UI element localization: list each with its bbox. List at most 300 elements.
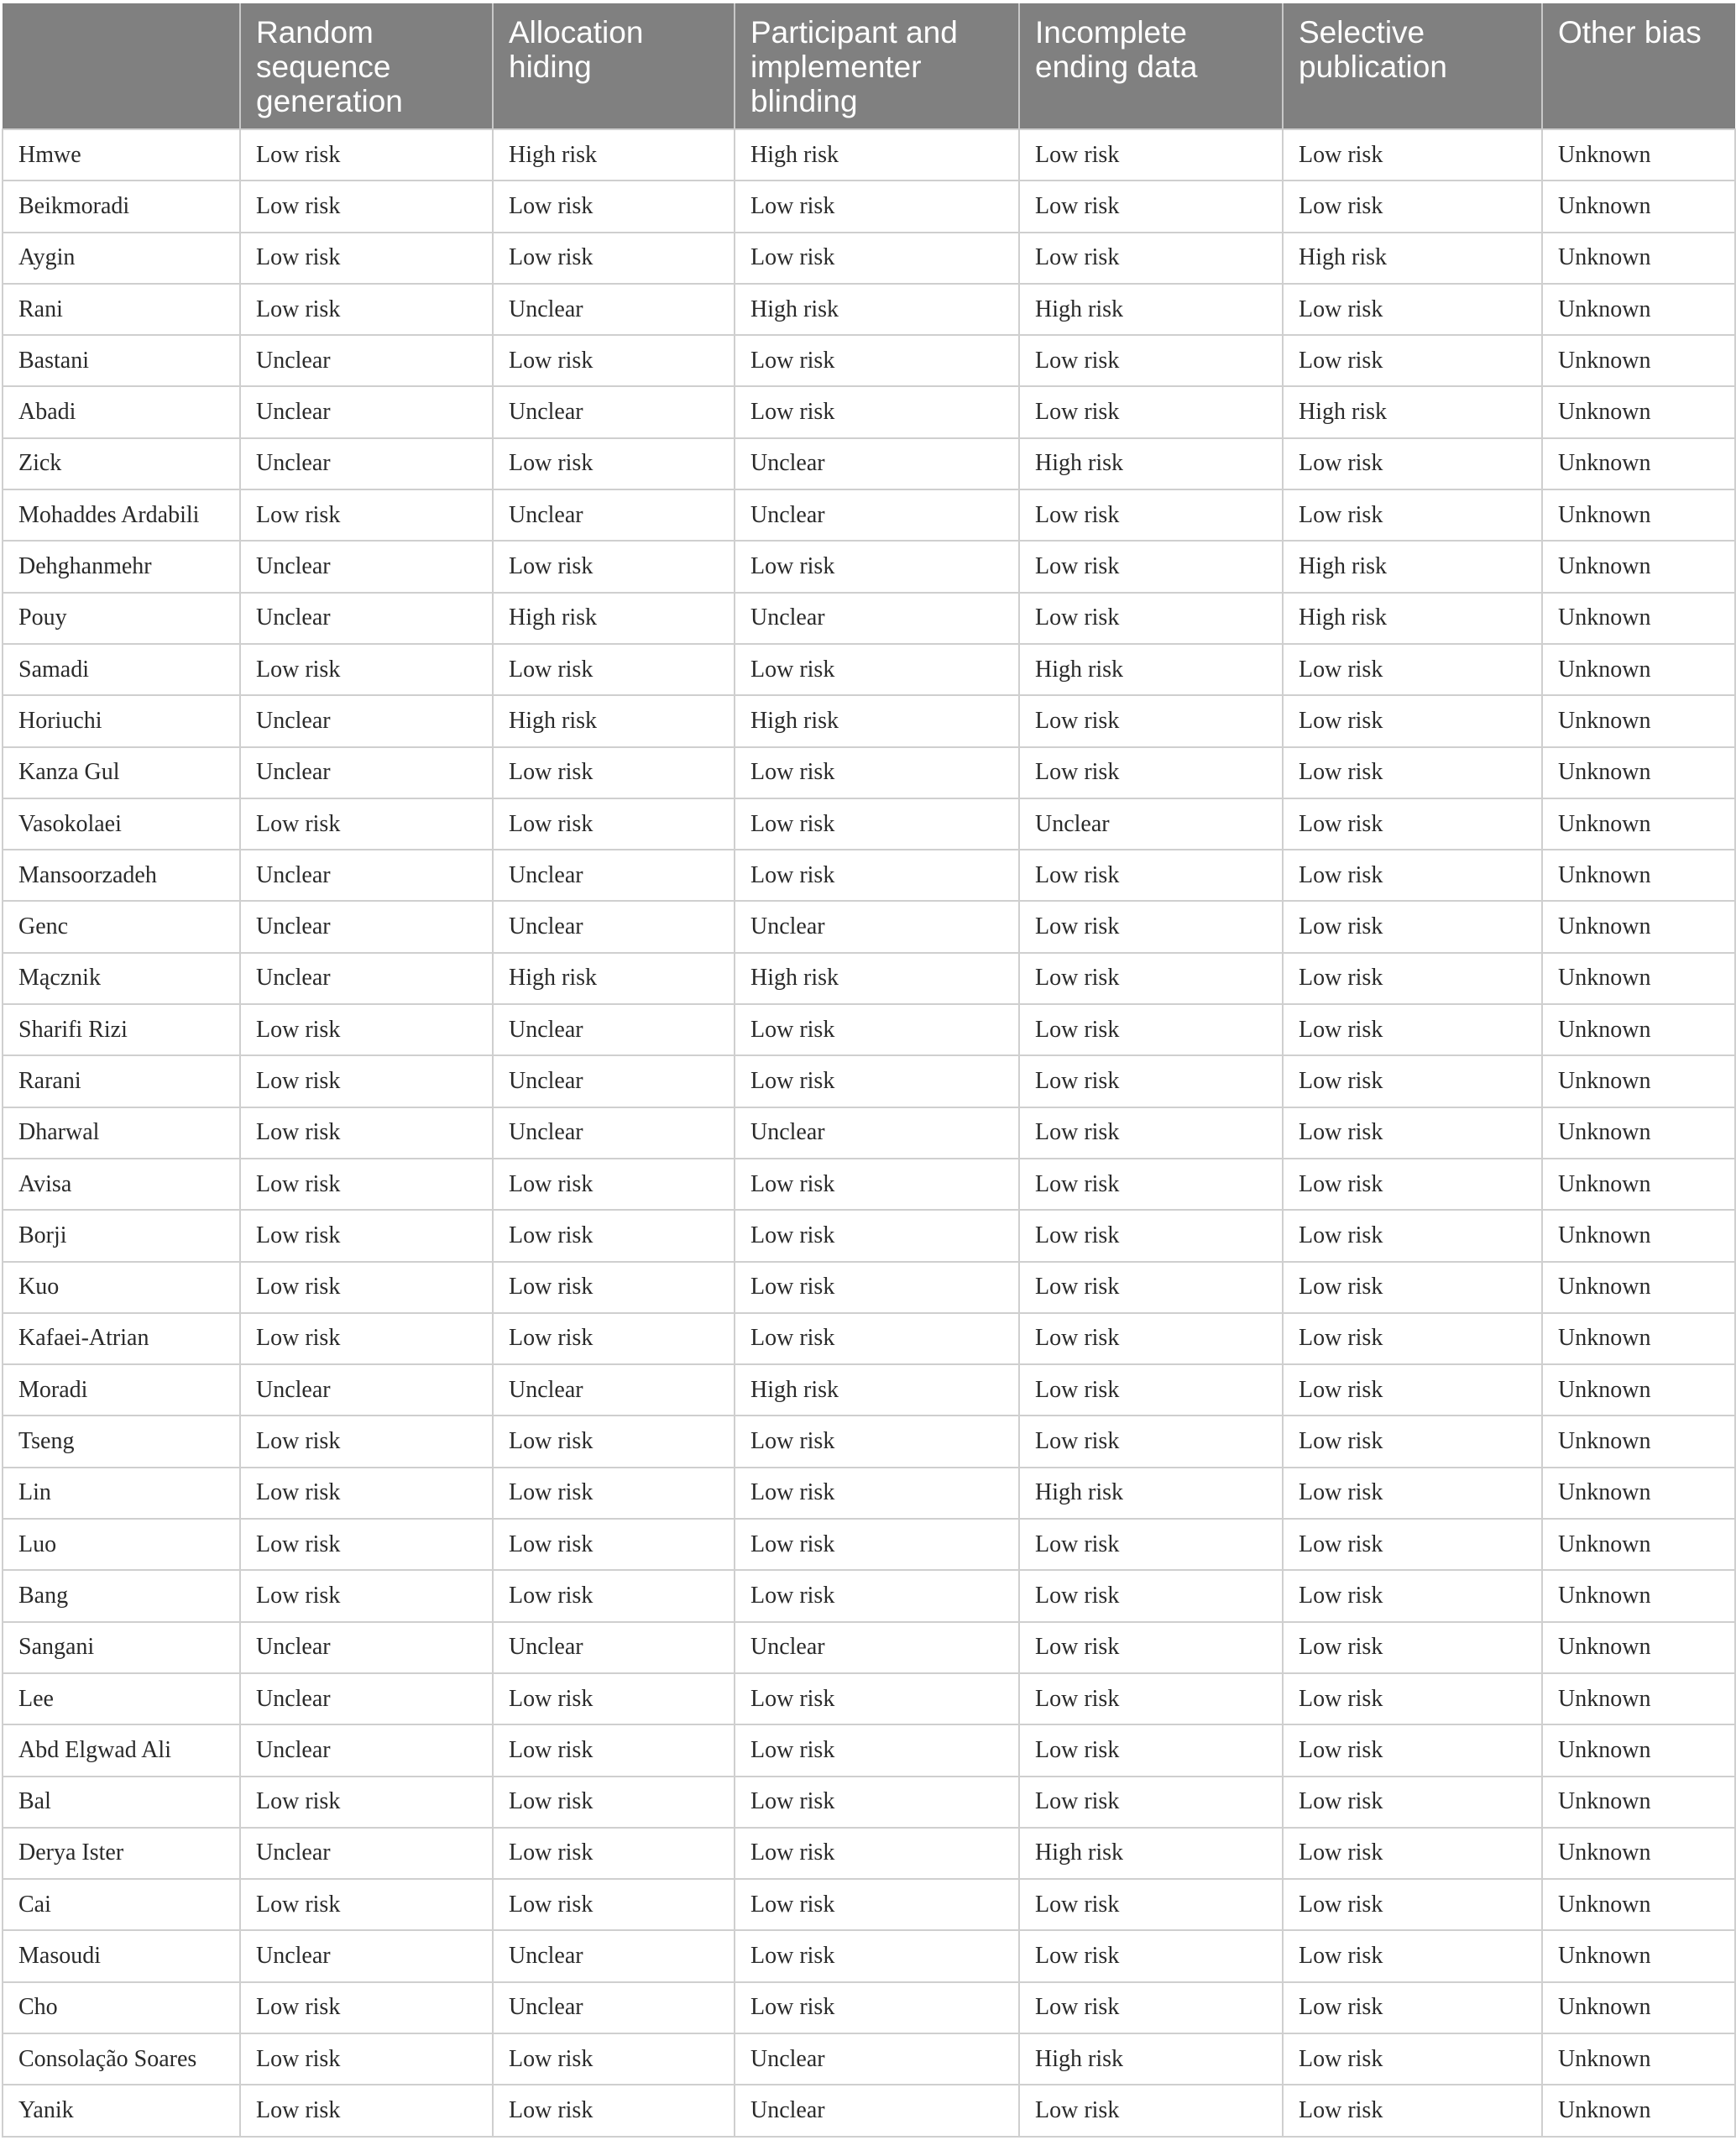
random-sequence-cell: Low risk [240, 1570, 493, 1621]
selective-publication-cell: Low risk [1283, 1673, 1542, 1724]
random-sequence-cell: Low risk [240, 181, 493, 232]
table-row [3, 1159, 1735, 1210]
random-sequence-cell: Unclear [240, 1724, 493, 1776]
other-bias-cell: Unknown [1542, 181, 1735, 232]
other-bias-cell: Unknown [1542, 695, 1735, 746]
study-name-cell: Cho [3, 1982, 240, 2033]
random-sequence-cell: Unclear [240, 438, 493, 489]
selective-publication-cell: Low risk [1283, 1777, 1542, 1828]
table-row [3, 1622, 1735, 1673]
blinding-cell: Low risk [735, 1519, 1019, 1570]
other-bias-cell: Unknown [1542, 1055, 1735, 1107]
incomplete-data-cell: Low risk [1019, 1107, 1283, 1159]
study-name-cell: Sangani [3, 1622, 240, 1673]
selective-publication-cell: Low risk [1283, 1055, 1542, 1107]
incomplete-data-cell: Low risk [1019, 489, 1283, 541]
other-bias-cell: Unknown [1542, 489, 1735, 541]
table-row [3, 1879, 1735, 1930]
random-sequence-cell: Low risk [240, 1982, 493, 2033]
blinding-cell: Low risk [735, 1828, 1019, 1879]
table-row [3, 1724, 1735, 1776]
blinding-cell: Low risk [735, 1004, 1019, 1055]
other-bias-cell: Unknown [1542, 1364, 1735, 1416]
other-bias-cell: Unknown [1542, 233, 1735, 284]
incomplete-data-cell: Low risk [1019, 1724, 1283, 1776]
study-name-cell: Consolação Soares [3, 2033, 240, 2085]
table-row [3, 1210, 1735, 1261]
allocation-hiding-cell: Low risk [493, 181, 735, 232]
allocation-hiding-cell: Unclear [493, 386, 735, 437]
table-row [3, 1673, 1735, 1724]
table-row [3, 1055, 1735, 1107]
selective-publication-cell: Low risk [1283, 901, 1542, 952]
header-row [3, 3, 1735, 129]
allocation-hiding-cell: Low risk [493, 2033, 735, 2085]
blinding-cell: Low risk [735, 1879, 1019, 1930]
incomplete-data-cell: Low risk [1019, 1673, 1283, 1724]
selective-publication-cell: Low risk [1283, 1159, 1542, 1210]
incomplete-data-cell: High risk [1019, 1828, 1283, 1879]
random-sequence-cell: Low risk [240, 2033, 493, 2085]
table-row [3, 1468, 1735, 1519]
risk-of-bias-table [2, 3, 1736, 2138]
random-sequence-cell: Low risk [240, 1519, 493, 1570]
table-row [3, 489, 1735, 541]
other-bias-cell: Unknown [1542, 1313, 1735, 1364]
incomplete-data-cell: Low risk [1019, 1777, 1283, 1828]
allocation-hiding-cell: Low risk [493, 1777, 735, 1828]
allocation-hiding-cell: Unclear [493, 1004, 735, 1055]
blinding-cell: Low risk [735, 798, 1019, 850]
study-name-cell: Borji [3, 1210, 240, 1261]
blinding-cell: High risk [735, 1364, 1019, 1416]
selective-publication-cell: Low risk [1283, 1879, 1542, 1930]
study-name-cell: Tseng [3, 1416, 240, 1467]
study-name-cell: Genc [3, 901, 240, 952]
random-sequence-cell: Unclear [240, 541, 493, 592]
blinding-cell: Unclear [735, 2033, 1019, 2085]
header-other-bias: Other bias [1542, 3, 1735, 129]
blinding-cell: Unclear [735, 489, 1019, 541]
blinding-cell: Low risk [735, 1159, 1019, 1210]
other-bias-cell: Unknown [1542, 1777, 1735, 1828]
selective-publication-cell: Low risk [1283, 798, 1542, 850]
selective-publication-cell: Low risk [1283, 1313, 1542, 1364]
random-sequence-cell: Low risk [240, 1210, 493, 1261]
table-row [3, 644, 1735, 695]
blinding-cell: High risk [735, 129, 1019, 181]
allocation-hiding-cell: Unclear [493, 1364, 735, 1416]
blinding-cell: Unclear [735, 1622, 1019, 1673]
other-bias-cell: Unknown [1542, 129, 1735, 181]
table-row [3, 386, 1735, 437]
allocation-hiding-cell: Unclear [493, 1622, 735, 1673]
selective-publication-cell: Low risk [1283, 1930, 1542, 1981]
study-name-cell: Kafaei-Atrian [3, 1313, 240, 1364]
random-sequence-cell: Unclear [240, 593, 493, 644]
allocation-hiding-cell: High risk [493, 953, 735, 1004]
blinding-cell: Low risk [735, 1777, 1019, 1828]
allocation-hiding-cell: Unclear [493, 284, 735, 335]
allocation-hiding-cell: Low risk [493, 1724, 735, 1776]
selective-publication-cell: High risk [1283, 386, 1542, 437]
selective-publication-cell: Low risk [1283, 1262, 1542, 1313]
study-name-cell: Mansoorzadeh [3, 850, 240, 901]
blinding-cell: Low risk [735, 1416, 1019, 1467]
table-row [3, 593, 1735, 644]
random-sequence-cell: Unclear [240, 901, 493, 952]
incomplete-data-cell: Low risk [1019, 1262, 1283, 1313]
other-bias-cell: Unknown [1542, 1159, 1735, 1210]
study-name-cell: Mącznik [3, 953, 240, 1004]
blinding-cell: Low risk [735, 335, 1019, 386]
allocation-hiding-cell: Low risk [493, 1262, 735, 1313]
incomplete-data-cell: Low risk [1019, 1622, 1283, 1673]
study-name-cell: Mohaddes Ardabili [3, 489, 240, 541]
study-name-cell: Dharwal [3, 1107, 240, 1159]
other-bias-cell: Unknown [1542, 1930, 1735, 1981]
other-bias-cell: Unknown [1542, 1004, 1735, 1055]
table-row [3, 1570, 1735, 1621]
other-bias-cell: Unknown [1542, 1570, 1735, 1621]
other-bias-cell: Unknown [1542, 644, 1735, 695]
study-name-cell: Rarani [3, 1055, 240, 1107]
table-row [3, 1004, 1735, 1055]
allocation-hiding-cell: Low risk [493, 798, 735, 850]
blinding-cell: Low risk [735, 1930, 1019, 1981]
other-bias-cell: Unknown [1542, 1262, 1735, 1313]
table-row [3, 438, 1735, 489]
allocation-hiding-cell: Low risk [493, 1519, 735, 1570]
blinding-cell: Unclear [735, 593, 1019, 644]
allocation-hiding-cell: Low risk [493, 1879, 735, 1930]
incomplete-data-cell: Low risk [1019, 129, 1283, 181]
table-row [3, 901, 1735, 952]
study-name-cell: Zick [3, 438, 240, 489]
table-header [3, 3, 1735, 129]
blinding-cell: Low risk [735, 1262, 1019, 1313]
random-sequence-cell: Unclear [240, 335, 493, 386]
allocation-hiding-cell: Unclear [493, 1982, 735, 2033]
allocation-hiding-cell: Low risk [493, 1673, 735, 1724]
random-sequence-cell: Low risk [240, 2085, 493, 2136]
blinding-cell: Low risk [735, 1055, 1019, 1107]
study-name-cell: Rani [3, 284, 240, 335]
table-row [3, 335, 1735, 386]
other-bias-cell: Unknown [1542, 1468, 1735, 1519]
other-bias-cell: Unknown [1542, 798, 1735, 850]
random-sequence-cell: Unclear [240, 747, 493, 798]
study-name-cell: Derya Ister [3, 1828, 240, 1879]
selective-publication-cell: Low risk [1283, 1519, 1542, 1570]
table-row [3, 798, 1735, 850]
study-name-cell: Masoudi [3, 1930, 240, 1981]
other-bias-cell: Unknown [1542, 1673, 1735, 1724]
header-study [3, 3, 240, 129]
blinding-cell: High risk [735, 695, 1019, 746]
random-sequence-cell: Low risk [240, 1004, 493, 1055]
selective-publication-cell: Low risk [1283, 2085, 1542, 2136]
allocation-hiding-cell: Unclear [493, 1107, 735, 1159]
incomplete-data-cell: Low risk [1019, 233, 1283, 284]
incomplete-data-cell: Low risk [1019, 901, 1283, 952]
incomplete-data-cell: Low risk [1019, 747, 1283, 798]
header-incomplete-ending-data: Incomplete ending data [1019, 3, 1283, 129]
study-name-cell: Cai [3, 1879, 240, 1930]
blinding-cell: Low risk [735, 1468, 1019, 1519]
random-sequence-cell: Low risk [240, 1313, 493, 1364]
allocation-hiding-cell: Low risk [493, 1828, 735, 1879]
random-sequence-cell: Low risk [240, 1468, 493, 1519]
blinding-cell: Low risk [735, 233, 1019, 284]
other-bias-cell: Unknown [1542, 901, 1735, 952]
blinding-cell: Low risk [735, 541, 1019, 592]
study-name-cell: Bastani [3, 335, 240, 386]
selective-publication-cell: Low risk [1283, 129, 1542, 181]
study-name-cell: Lin [3, 1468, 240, 1519]
other-bias-cell: Unknown [1542, 1982, 1735, 2033]
incomplete-data-cell: Low risk [1019, 695, 1283, 746]
blinding-cell: Unclear [735, 1107, 1019, 1159]
incomplete-data-cell: High risk [1019, 1468, 1283, 1519]
study-name-cell: Bang [3, 1570, 240, 1621]
selective-publication-cell: Low risk [1283, 1364, 1542, 1416]
selective-publication-cell: Low risk [1283, 2033, 1542, 2085]
selective-publication-cell: Low risk [1283, 438, 1542, 489]
table-row [3, 695, 1735, 746]
table-row [3, 181, 1735, 232]
study-name-cell: Aygin [3, 233, 240, 284]
incomplete-data-cell: Low risk [1019, 541, 1283, 592]
header-participant-implementer-blinding: Participant and implementer blinding [735, 3, 1019, 129]
other-bias-cell: Unknown [1542, 438, 1735, 489]
allocation-hiding-cell: Unclear [493, 489, 735, 541]
table-row [3, 1313, 1735, 1364]
random-sequence-cell: Low risk [240, 489, 493, 541]
allocation-hiding-cell: Low risk [493, 541, 735, 592]
table-row [3, 1416, 1735, 1467]
selective-publication-cell: Low risk [1283, 1982, 1542, 2033]
header-allocation-hiding: Allocation hiding [493, 3, 735, 129]
random-sequence-cell: Unclear [240, 1622, 493, 1673]
incomplete-data-cell: Low risk [1019, 1982, 1283, 2033]
study-name-cell: Vasokolaei [3, 798, 240, 850]
blinding-cell: High risk [735, 953, 1019, 1004]
table-row [3, 1262, 1735, 1313]
selective-publication-cell: High risk [1283, 541, 1542, 592]
blinding-cell: Low risk [735, 181, 1019, 232]
random-sequence-cell: Unclear [240, 695, 493, 746]
allocation-hiding-cell: Low risk [493, 1210, 735, 1261]
other-bias-cell: Unknown [1542, 541, 1735, 592]
allocation-hiding-cell: High risk [493, 129, 735, 181]
other-bias-cell: Unknown [1542, 1210, 1735, 1261]
study-name-cell: Hmwe [3, 129, 240, 181]
other-bias-cell: Unknown [1542, 1107, 1735, 1159]
random-sequence-cell: Low risk [240, 1107, 493, 1159]
other-bias-cell: Unknown [1542, 2085, 1735, 2136]
selective-publication-cell: Low risk [1283, 850, 1542, 901]
study-name-cell: Moradi [3, 1364, 240, 1416]
header-selective-publication: Selective publication [1283, 3, 1542, 129]
allocation-hiding-cell: Low risk [493, 1570, 735, 1621]
table-row [3, 233, 1735, 284]
allocation-hiding-cell: Unclear [493, 1055, 735, 1107]
selective-publication-cell: Low risk [1283, 489, 1542, 541]
allocation-hiding-cell: Low risk [493, 644, 735, 695]
allocation-hiding-cell: Unclear [493, 1930, 735, 1981]
study-name-cell: Dehghanmehr [3, 541, 240, 592]
table-row [3, 541, 1735, 592]
allocation-hiding-cell: Low risk [493, 1468, 735, 1519]
incomplete-data-cell: Low risk [1019, 1570, 1283, 1621]
blinding-cell: Low risk [735, 644, 1019, 695]
incomplete-data-cell: Low risk [1019, 1364, 1283, 1416]
table-row [3, 1364, 1735, 1416]
selective-publication-cell: Low risk [1283, 1416, 1542, 1467]
blinding-cell: Unclear [735, 901, 1019, 952]
study-name-cell: Avisa [3, 1159, 240, 1210]
blinding-cell: Low risk [735, 386, 1019, 437]
table-row [3, 129, 1735, 181]
header-random-sequence-generation: Random sequence generation [240, 3, 493, 129]
allocation-hiding-cell: Low risk [493, 1313, 735, 1364]
random-sequence-cell: Low risk [240, 1879, 493, 1930]
other-bias-cell: Unknown [1542, 1879, 1735, 1930]
study-name-cell: Lee [3, 1673, 240, 1724]
allocation-hiding-cell: Low risk [493, 335, 735, 386]
table-row [3, 1828, 1735, 1879]
allocation-hiding-cell: Low risk [493, 1416, 735, 1467]
other-bias-cell: Unknown [1542, 1416, 1735, 1467]
incomplete-data-cell: Low risk [1019, 2085, 1283, 2136]
study-name-cell: Horiuchi [3, 695, 240, 746]
selective-publication-cell: Low risk [1283, 1004, 1542, 1055]
blinding-cell: Low risk [735, 1570, 1019, 1621]
table-row [3, 850, 1735, 901]
study-name-cell: Yanik [3, 2085, 240, 2136]
study-name-cell: Beikmoradi [3, 181, 240, 232]
other-bias-cell: Unknown [1542, 953, 1735, 1004]
random-sequence-cell: Low risk [240, 1055, 493, 1107]
incomplete-data-cell: Low risk [1019, 1210, 1283, 1261]
incomplete-data-cell: Low risk [1019, 1313, 1283, 1364]
blinding-cell: Low risk [735, 850, 1019, 901]
selective-publication-cell: High risk [1283, 233, 1542, 284]
blinding-cell: Low risk [735, 1313, 1019, 1364]
other-bias-cell: Unknown [1542, 2033, 1735, 2085]
allocation-hiding-cell: Low risk [493, 1159, 735, 1210]
allocation-hiding-cell: Unclear [493, 901, 735, 952]
other-bias-cell: Unknown [1542, 386, 1735, 437]
incomplete-data-cell: Low risk [1019, 1930, 1283, 1981]
allocation-hiding-cell: Unclear [493, 850, 735, 901]
selective-publication-cell: Low risk [1283, 747, 1542, 798]
other-bias-cell: Unknown [1542, 1724, 1735, 1776]
study-name-cell: Luo [3, 1519, 240, 1570]
random-sequence-cell: Unclear [240, 1364, 493, 1416]
study-name-cell: Kanza Gul [3, 747, 240, 798]
table-row [3, 1777, 1735, 1828]
incomplete-data-cell: Low risk [1019, 1159, 1283, 1210]
table-body [3, 129, 1735, 2137]
random-sequence-cell: Unclear [240, 1828, 493, 1879]
random-sequence-cell: Low risk [240, 1159, 493, 1210]
blinding-cell: Low risk [735, 1724, 1019, 1776]
random-sequence-cell: Low risk [240, 1777, 493, 1828]
table-row [3, 1519, 1735, 1570]
selective-publication-cell: Low risk [1283, 1570, 1542, 1621]
other-bias-cell: Unknown [1542, 1828, 1735, 1879]
random-sequence-cell: Unclear [240, 386, 493, 437]
random-sequence-cell: Low risk [240, 798, 493, 850]
incomplete-data-cell: Low risk [1019, 593, 1283, 644]
blinding-cell: High risk [735, 284, 1019, 335]
allocation-hiding-cell: High risk [493, 593, 735, 644]
other-bias-cell: Unknown [1542, 593, 1735, 644]
random-sequence-cell: Low risk [240, 284, 493, 335]
incomplete-data-cell: Low risk [1019, 1519, 1283, 1570]
table-row [3, 2085, 1735, 2136]
selective-publication-cell: Low risk [1283, 644, 1542, 695]
table-row [3, 1982, 1735, 2033]
allocation-hiding-cell: Low risk [493, 747, 735, 798]
other-bias-cell: Unknown [1542, 747, 1735, 798]
other-bias-cell: Unknown [1542, 284, 1735, 335]
other-bias-cell: Unknown [1542, 1519, 1735, 1570]
random-sequence-cell: Low risk [240, 644, 493, 695]
other-bias-cell: Unknown [1542, 1622, 1735, 1673]
study-name-cell: Abd Elgwad Ali [3, 1724, 240, 1776]
allocation-hiding-cell: Low risk [493, 2085, 735, 2136]
blinding-cell: Low risk [735, 747, 1019, 798]
selective-publication-cell: Low risk [1283, 335, 1542, 386]
random-sequence-cell: Unclear [240, 953, 493, 1004]
table-row [3, 2033, 1735, 2085]
random-sequence-cell: Low risk [240, 1416, 493, 1467]
study-name-cell: Bal [3, 1777, 240, 1828]
incomplete-data-cell: Low risk [1019, 850, 1283, 901]
study-name-cell: Samadi [3, 644, 240, 695]
allocation-hiding-cell: Low risk [493, 438, 735, 489]
study-name-cell: Pouy [3, 593, 240, 644]
selective-publication-cell: High risk [1283, 593, 1542, 644]
incomplete-data-cell: Low risk [1019, 335, 1283, 386]
allocation-hiding-cell: High risk [493, 695, 735, 746]
selective-publication-cell: Low risk [1283, 1210, 1542, 1261]
selective-publication-cell: Low risk [1283, 1724, 1542, 1776]
study-name-cell: Abadi [3, 386, 240, 437]
selective-publication-cell: Low risk [1283, 284, 1542, 335]
study-name-cell: Kuo [3, 1262, 240, 1313]
table-row [3, 747, 1735, 798]
random-sequence-cell: Low risk [240, 1262, 493, 1313]
blinding-cell: Low risk [735, 1210, 1019, 1261]
selective-publication-cell: Low risk [1283, 1622, 1542, 1673]
incomplete-data-cell: Low risk [1019, 1004, 1283, 1055]
table-row [3, 1930, 1735, 1981]
incomplete-data-cell: Low risk [1019, 181, 1283, 232]
incomplete-data-cell: Low risk [1019, 1055, 1283, 1107]
incomplete-data-cell: High risk [1019, 438, 1283, 489]
incomplete-data-cell: High risk [1019, 2033, 1283, 2085]
random-sequence-cell: Unclear [240, 850, 493, 901]
incomplete-data-cell: Low risk [1019, 386, 1283, 437]
incomplete-data-cell: High risk [1019, 644, 1283, 695]
study-name-cell: Sharifi Rizi [3, 1004, 240, 1055]
other-bias-cell: Unknown [1542, 850, 1735, 901]
random-sequence-cell: Unclear [240, 1673, 493, 1724]
